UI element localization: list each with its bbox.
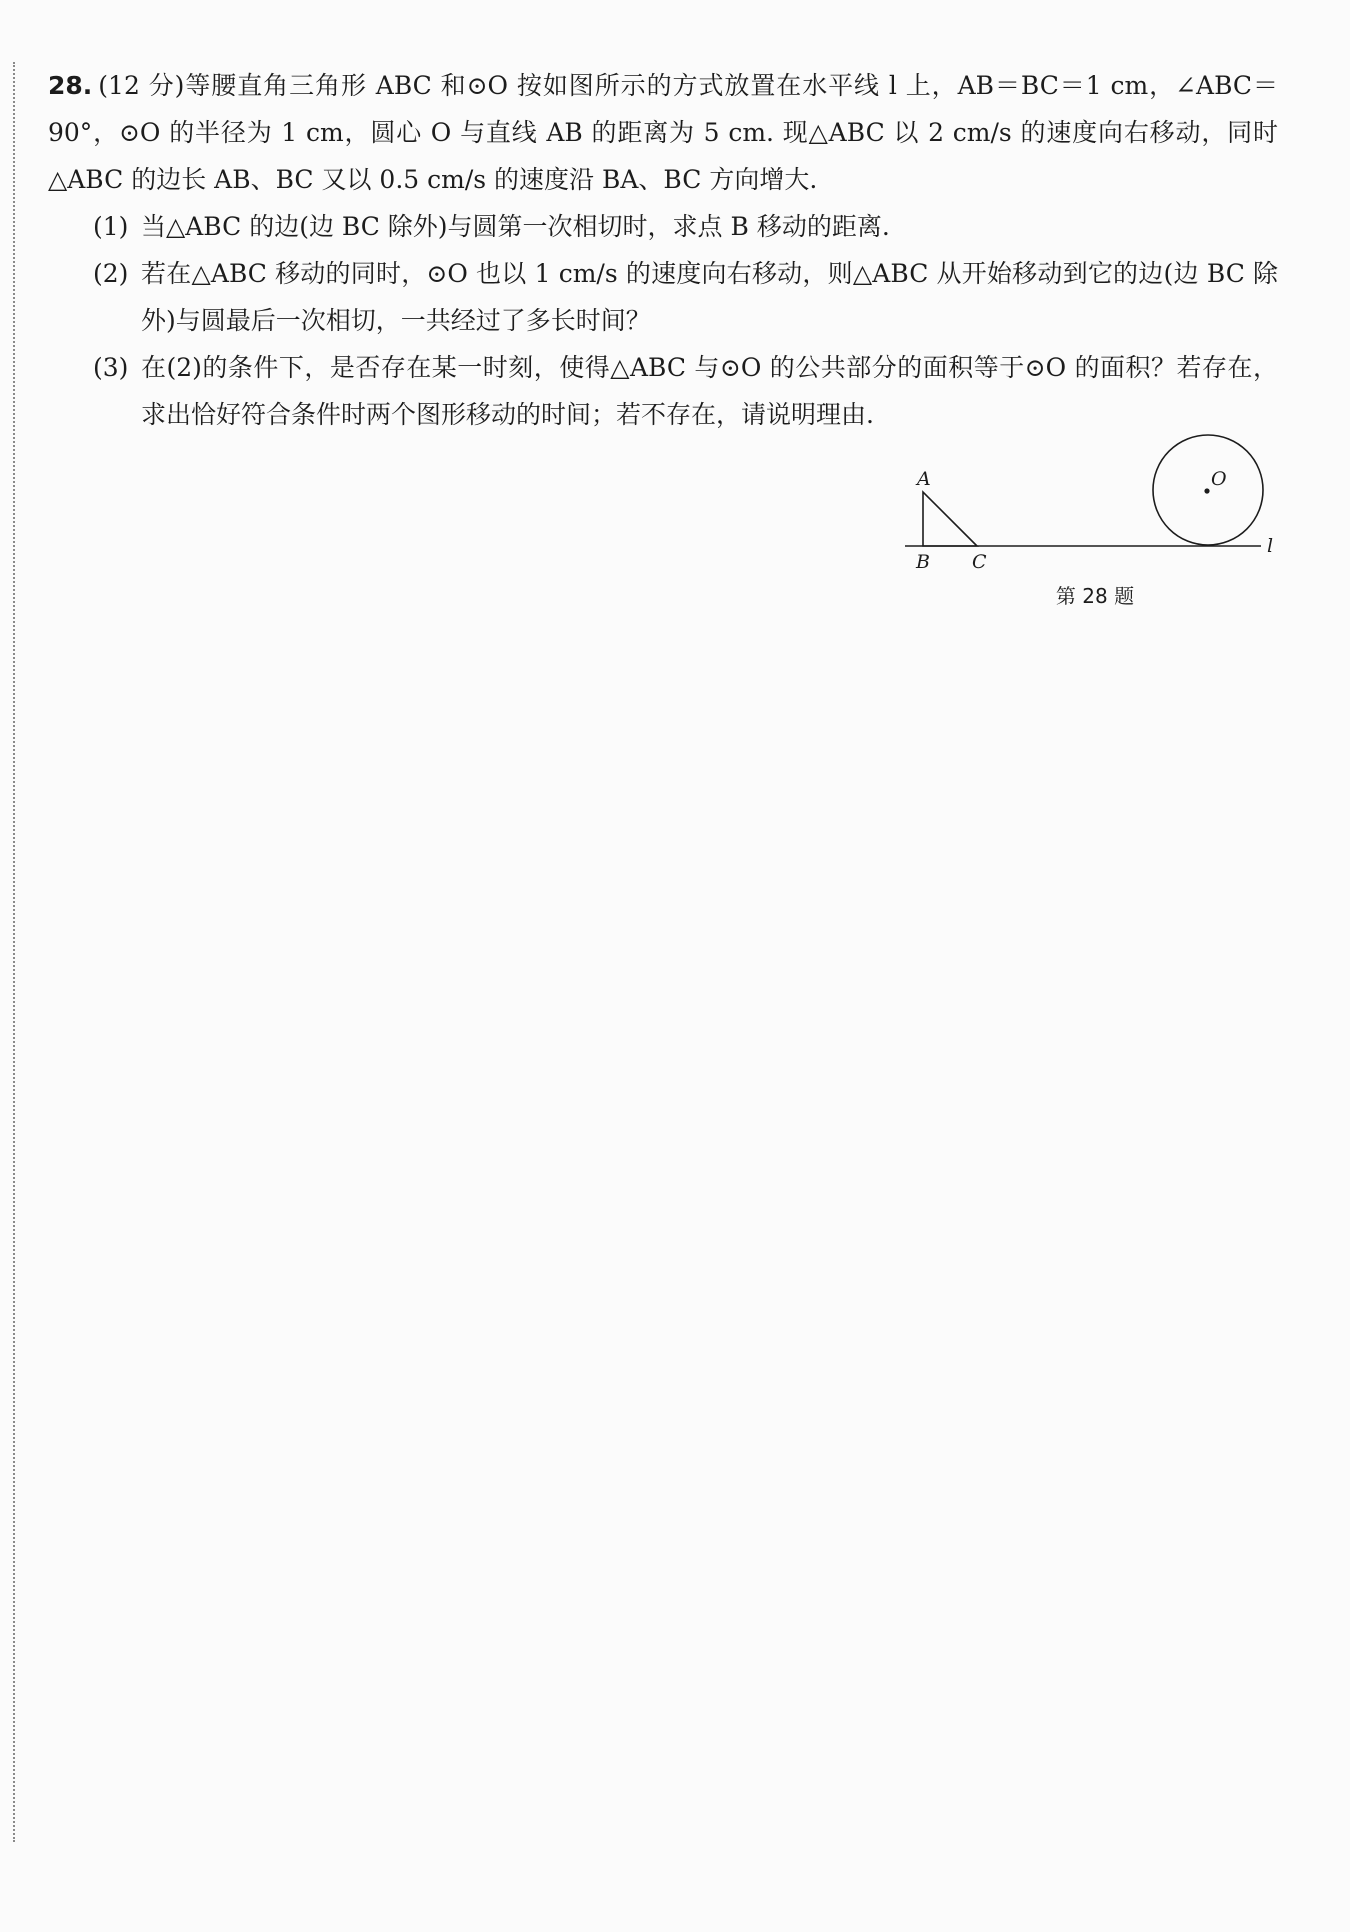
center-point-o: [1204, 488, 1209, 493]
figure-diagram: [905, 430, 1285, 580]
question-part-2: [48, 250, 1278, 344]
label-b: B: [916, 551, 930, 573]
figure-caption: 第 28 题: [1055, 584, 1135, 608]
problem-stem-text: (12 分)等腰直角三角形 ABC 和⊙O 按如图所示的方式放置在水平线 l 上，AB＝BC＝1 cm，∠ABC＝90°，⊙O 的半径为 1 cm，圆心 O 与直线 AB 的距离为 5 cm. 现△ABC 以 2 cm/s 的速度向右移动，同时△ABC 的边长 AB、BC 又以 0.5 cm/s 的速度沿 BA、BC 方向增大.: [48, 71, 1278, 194]
label-a: A: [917, 468, 931, 490]
part-label: (1): [93, 212, 129, 241]
problem-28: [48, 62, 1278, 438]
question-part-1: [48, 203, 1278, 250]
problem-stem: [48, 62, 1278, 203]
geometry-figure: [905, 430, 1285, 610]
part-label: (3): [93, 353, 129, 382]
label-c: C: [972, 551, 987, 573]
binding-dotted-line: [13, 62, 15, 1842]
label-l: l: [1267, 535, 1274, 557]
part-text: 若在△ABC 移动的同时，⊙O 也以 1 cm/s 的速度向右移动，则△ABC 从开始移动到它的边(边 BC 除外)与圆最后一次相切，一共经过了多长时间？: [141, 259, 1278, 335]
triangle-abc: [923, 492, 977, 546]
label-o: O: [1211, 468, 1227, 490]
problem-number: 28.: [48, 71, 93, 100]
part-text: 当△ABC 的边(边 BC 除外)与圆第一次相切时，求点 B 移动的距离.: [141, 212, 890, 241]
part-label: (2): [93, 259, 129, 288]
part-text: 在(2)的条件下，是否存在某一时刻，使得△ABC 与⊙O 的公共部分的面积等于⊙O 的面积？若存在，求出恰好符合条件时两个图形移动的时间；若不存在，请说明理由.: [141, 353, 1278, 429]
question-part-3: [48, 344, 1278, 438]
